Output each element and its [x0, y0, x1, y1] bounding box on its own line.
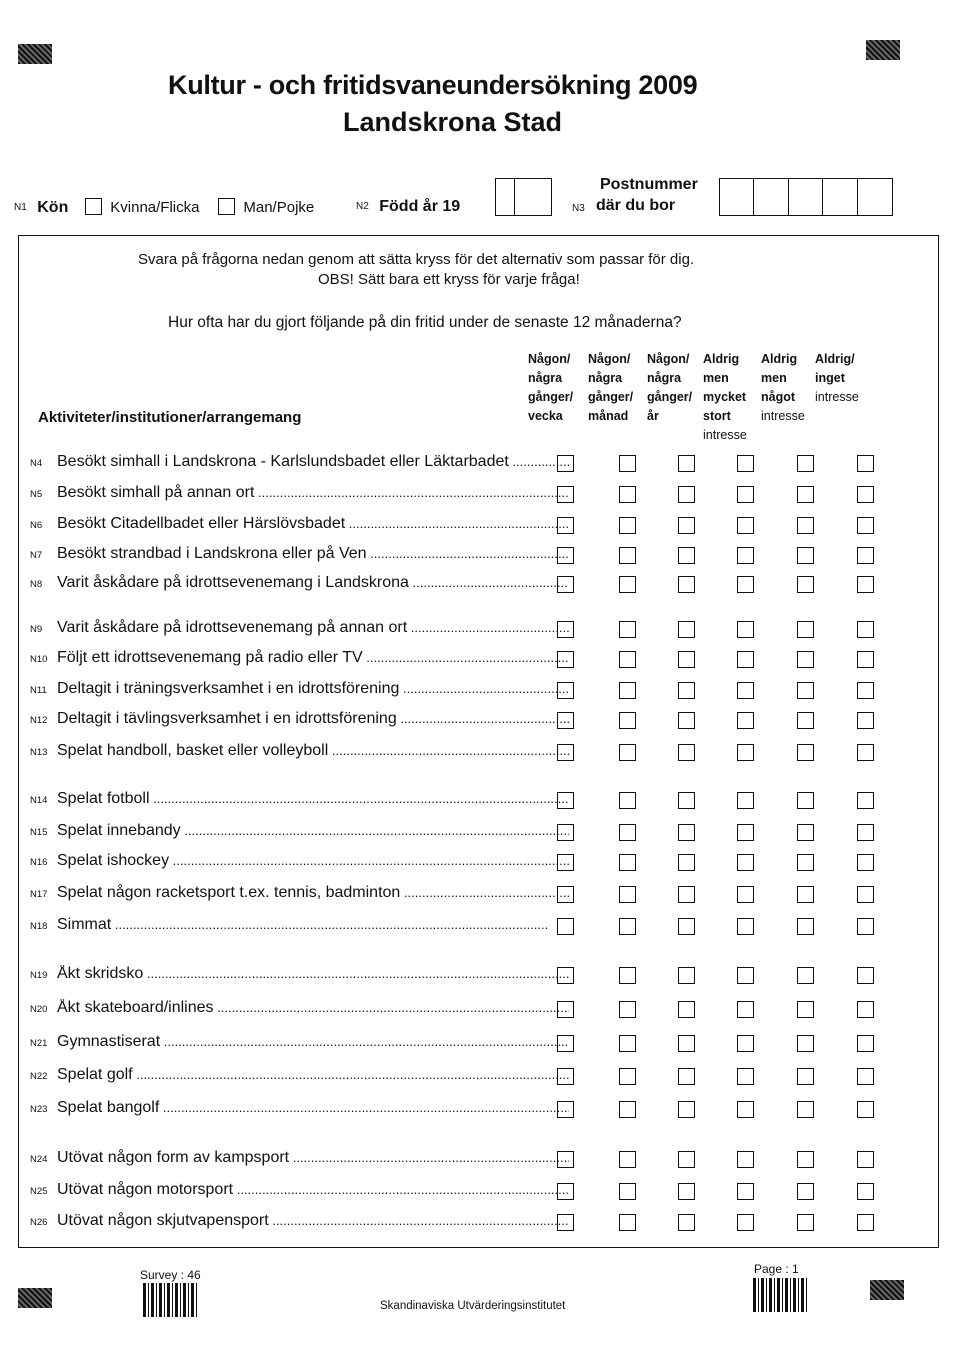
answer-checkbox[interactable] [797, 547, 814, 564]
answer-checkbox[interactable] [857, 712, 874, 729]
table-row [30, 822, 910, 846]
answer-checkbox[interactable] [737, 517, 754, 534]
table-row [30, 1149, 910, 1173]
answer-checkbox[interactable] [619, 1151, 636, 1168]
gender-label: Kön [37, 199, 69, 216]
answer-checkbox[interactable] [678, 744, 695, 761]
answer-checkbox[interactable] [737, 455, 754, 472]
answer-checkbox[interactable] [557, 651, 574, 668]
question-code: N13 [30, 747, 48, 758]
activity-label: Spelat handboll, basket eller volleyboll ..... [57, 742, 569, 760]
activity-label: Åkt skridsko ..... [57, 965, 569, 983]
answer-checkbox[interactable] [797, 1101, 814, 1118]
activity-label: Spelat golf ..... [57, 1066, 569, 1084]
question-code: N1 [14, 202, 27, 214]
answer-checkbox[interactable] [857, 1214, 874, 1231]
question-code: N6 [30, 520, 43, 531]
answer-checkbox[interactable] [797, 824, 814, 841]
digit-box[interactable] [788, 178, 824, 216]
table-row [30, 619, 910, 643]
answer-checkbox[interactable] [619, 682, 636, 699]
column-header-line: intresse [703, 428, 747, 442]
postal-code-code: N3 [572, 203, 585, 214]
gender-question [14, 198, 314, 217]
answer-checkbox[interactable] [619, 576, 636, 593]
answer-checkbox[interactable] [797, 455, 814, 472]
answer-checkbox[interactable] [797, 712, 814, 729]
column-header-line: Någon/ [588, 352, 631, 366]
answer-checkbox[interactable] [678, 1001, 695, 1018]
answer-checkbox[interactable] [797, 744, 814, 761]
table-row [30, 515, 910, 539]
answer-checkbox[interactable] [557, 1068, 574, 1085]
digit-box[interactable] [514, 178, 552, 216]
answer-checkbox[interactable] [737, 1035, 754, 1052]
institute-name: Skandinaviska Utvärderingsinstitutet [380, 1300, 566, 1312]
answer-checkbox[interactable] [857, 455, 874, 472]
answer-checkbox[interactable] [678, 651, 695, 668]
answer-checkbox[interactable] [737, 824, 754, 841]
answer-checkbox[interactable] [619, 621, 636, 638]
answer-checkbox[interactable] [857, 621, 874, 638]
activity-label: Spelat innebandy ..... [57, 822, 569, 840]
answer-checkbox[interactable] [797, 792, 814, 809]
question-code: N7 [30, 550, 43, 561]
answer-checkbox[interactable] [619, 886, 636, 903]
answer-checkbox[interactable] [678, 854, 695, 871]
answer-checkbox[interactable] [857, 886, 874, 903]
answer-checkbox[interactable] [737, 1068, 754, 1085]
answer-checkbox[interactable] [857, 1035, 874, 1052]
postal-code-label-1: Postnummer [600, 176, 698, 193]
question-code: N22 [30, 1071, 48, 1082]
instruction-line-2: OBS! Sätt bara ett kryss för varje fråga! [318, 271, 580, 288]
answer-checkbox[interactable] [797, 967, 814, 984]
answer-checkbox[interactable] [557, 824, 574, 841]
answer-checkbox[interactable] [678, 1035, 695, 1052]
answer-checkbox[interactable] [797, 576, 814, 593]
question-code: N5 [30, 489, 43, 500]
activity-label: Spelat någon racketsport t.ex. tennis, badminton ..... [57, 884, 569, 902]
question-code: N14 [30, 795, 48, 806]
answer-checkbox[interactable] [737, 886, 754, 903]
answer-checkbox[interactable] [619, 1101, 636, 1118]
answer-checkbox[interactable] [857, 1183, 874, 1200]
activity-label: Deltagit i träningsverksamhet i en idrottsförening ..... [57, 680, 569, 698]
table-row [30, 1033, 910, 1057]
activity-label: Följt ett idrottsevenemang på radio eller TV ..... [57, 649, 569, 667]
answer-checkbox[interactable] [557, 886, 574, 903]
answer-checkbox[interactable] [557, 1214, 574, 1231]
answer-checkbox[interactable] [678, 547, 695, 564]
column-header-line: Aldrig [703, 352, 740, 366]
activity-label: Varit åskådare på idrottsevenemang i Landskrona ..... [57, 574, 569, 592]
answer-checkbox[interactable] [619, 455, 636, 472]
answer-checkbox[interactable] [619, 824, 636, 841]
answer-checkbox[interactable] [857, 1151, 874, 1168]
answer-checkbox[interactable] [797, 651, 814, 668]
digit-box[interactable] [753, 178, 789, 216]
registration-mark [18, 44, 52, 64]
answer-checkbox[interactable] [619, 967, 636, 984]
answer-checkbox[interactable] [619, 792, 636, 809]
answer-checkbox[interactable] [557, 576, 574, 593]
column-header-line: intresse [761, 409, 805, 423]
column-header-line: något [761, 390, 796, 404]
answer-checkbox[interactable] [737, 792, 754, 809]
survey-barcode [143, 1283, 198, 1317]
column-header-line: Aldrig/ [815, 352, 855, 366]
question-code: N16 [30, 857, 48, 868]
answer-checkbox[interactable] [678, 486, 695, 503]
question-code: N15 [30, 827, 48, 838]
activity-label: Deltagit i tävlingsverksamhet i en idrottsförening ..... [57, 710, 569, 728]
answer-checkbox[interactable] [557, 455, 574, 472]
table-row [30, 999, 910, 1023]
answer-checkbox[interactable] [557, 1035, 574, 1052]
activity-label: Utövat någon skjutvapensport ..... [57, 1212, 569, 1230]
answer-checkbox[interactable] [619, 1001, 636, 1018]
survey-subtitle: Landskrona Stad [343, 107, 563, 137]
answer-checkbox[interactable] [797, 621, 814, 638]
column-header-line: men [761, 371, 787, 385]
answer-checkbox[interactable] [737, 1214, 754, 1231]
birth-year-field[interactable] [495, 178, 551, 221]
answer-checkbox[interactable] [797, 1151, 814, 1168]
column-header-line: gånger/ [588, 390, 634, 404]
answer-checkbox[interactable] [857, 918, 874, 935]
birth-year-label: Född år 19 [379, 198, 461, 215]
postal-code-label-2: där du bor [596, 197, 676, 214]
table-row [30, 965, 910, 989]
column-header-line: Någon/ [647, 352, 690, 366]
question-code: N9 [30, 624, 43, 635]
answer-checkbox[interactable] [619, 547, 636, 564]
answer-checkbox[interactable] [737, 651, 754, 668]
column-header-line: men [703, 371, 729, 385]
column-header-line: intresse [815, 390, 859, 404]
answer-checkbox[interactable] [557, 1001, 574, 1018]
answer-checkbox[interactable] [857, 967, 874, 984]
question-code: N20 [30, 1004, 48, 1015]
answer-checkbox[interactable] [678, 792, 695, 809]
answer-checkbox[interactable] [557, 918, 574, 935]
instruction-line-1: Svara på frågorna nedan genom att sätta kryss för det alternativ som passar för dig. [138, 251, 695, 268]
answer-checkbox[interactable] [857, 682, 874, 699]
answer-checkbox[interactable] [557, 967, 574, 984]
answer-checkbox[interactable] [619, 1035, 636, 1052]
activity-label: Spelat ishockey ..... [57, 852, 569, 870]
column-header-line: månad [588, 409, 629, 423]
answer-checkbox[interactable] [737, 576, 754, 593]
table-row [30, 1212, 910, 1236]
page-number: Page : 1 [754, 1262, 799, 1276]
column-header-line: några [588, 371, 623, 385]
answer-checkbox[interactable] [557, 1101, 574, 1118]
column-header-line: gånger/ [647, 390, 693, 404]
answer-checkbox[interactable] [737, 854, 754, 871]
answer-checkbox[interactable] [619, 1183, 636, 1200]
answer-checkbox[interactable] [737, 1101, 754, 1118]
answer-checkbox[interactable] [678, 682, 695, 699]
registration-mark [18, 1288, 52, 1308]
answer-checkbox[interactable] [619, 712, 636, 729]
answer-checkbox[interactable] [619, 854, 636, 871]
answer-checkbox[interactable] [678, 455, 695, 472]
answer-checkbox[interactable] [557, 744, 574, 761]
answer-checkbox[interactable] [797, 682, 814, 699]
answer-checkbox[interactable] [797, 1183, 814, 1200]
answer-checkbox[interactable] [857, 651, 874, 668]
answer-checkbox[interactable] [619, 651, 636, 668]
answer-checkbox[interactable] [797, 1214, 814, 1231]
question-code: N26 [30, 1217, 48, 1228]
survey-title: Kultur - och fritidsvaneundersökning 2009 [168, 70, 698, 100]
activity-label: Besökt simhall på annan ort ..... [57, 484, 569, 502]
female-option-label: Kvinna/Flicka [110, 199, 200, 216]
activity-label: Spelat bangolf ..... [57, 1099, 569, 1117]
answer-checkbox[interactable] [857, 744, 874, 761]
answer-checkbox[interactable] [557, 854, 574, 871]
female-checkbox[interactable] [85, 198, 102, 215]
answer-checkbox[interactable] [678, 576, 695, 593]
column-header-line: Någon/ [528, 352, 571, 366]
answer-checkbox[interactable] [737, 712, 754, 729]
answer-checkbox[interactable] [619, 1214, 636, 1231]
answer-checkbox[interactable] [857, 854, 874, 871]
answer-checkbox[interactable] [619, 1068, 636, 1085]
answer-checkbox[interactable] [797, 517, 814, 534]
answer-checkbox[interactable] [737, 486, 754, 503]
answer-checkbox[interactable] [737, 682, 754, 699]
answer-checkbox[interactable] [678, 1068, 695, 1085]
question-code: N12 [30, 715, 48, 726]
question-code: N25 [30, 1186, 48, 1197]
answer-checkbox[interactable] [557, 712, 574, 729]
male-option-label: Man/Pojke [243, 199, 315, 216]
question-code: N11 [30, 685, 47, 696]
answer-checkbox[interactable] [557, 1183, 574, 1200]
answer-checkbox[interactable] [678, 1214, 695, 1231]
table-row [30, 1181, 910, 1205]
activity-label: Åkt skateboard/inlines ..... [57, 999, 569, 1017]
answer-checkbox[interactable] [557, 486, 574, 503]
activity-label: Gymnastiserat ..... [57, 1033, 569, 1051]
answer-checkbox[interactable] [619, 486, 636, 503]
table-row [30, 742, 910, 766]
table-row [30, 545, 910, 569]
activity-column-header: Aktiviteter/institutioner/arrangemang [38, 409, 302, 426]
answer-checkbox[interactable] [557, 792, 574, 809]
column-header-line: stort [703, 409, 731, 423]
birth-year-question [356, 198, 460, 216]
table-row [30, 649, 910, 673]
column-header-line: inget [815, 371, 845, 385]
answer-checkbox[interactable] [737, 547, 754, 564]
answer-checkbox[interactable] [857, 517, 874, 534]
question-code: N8 [30, 579, 43, 590]
answer-checkbox[interactable] [557, 621, 574, 638]
column-header-line: år [647, 409, 659, 423]
answer-checkbox[interactable] [737, 967, 754, 984]
answer-checkbox[interactable] [797, 486, 814, 503]
question-code: N23 [30, 1104, 48, 1115]
table-row [30, 484, 910, 508]
activity-label: Spelat fotboll ..... [57, 790, 569, 808]
answer-checkbox[interactable] [557, 1151, 574, 1168]
registration-mark [866, 40, 900, 60]
answer-checkbox[interactable] [857, 576, 874, 593]
table-row [30, 1099, 910, 1123]
column-header-line: mycket [703, 390, 747, 404]
survey-number: Survey : 46 [140, 1268, 201, 1282]
answer-checkbox[interactable] [557, 547, 574, 564]
answer-checkbox[interactable] [737, 1183, 754, 1200]
answer-checkbox[interactable] [678, 621, 695, 638]
answer-checkbox[interactable] [678, 886, 695, 903]
question-code: N10 [30, 654, 48, 665]
table-row [30, 453, 910, 477]
digit-box[interactable] [495, 178, 516, 216]
answer-checkbox[interactable] [737, 744, 754, 761]
answer-checkbox[interactable] [857, 1001, 874, 1018]
page-barcode [753, 1278, 808, 1312]
column-header-line: vecka [528, 409, 563, 423]
column-header-line: Aldrig [761, 352, 798, 366]
column-header-line: några [528, 371, 563, 385]
activity-label: Besökt strandbad i Landskrona eller på Ven ..... [57, 545, 569, 563]
answer-checkbox[interactable] [857, 1068, 874, 1085]
question-code: N24 [30, 1154, 48, 1165]
question-code: N18 [30, 921, 48, 932]
activity-label: Varit åskådare på idrottsevenemang på annan ort ..... [57, 619, 569, 637]
answer-checkbox[interactable] [619, 744, 636, 761]
answer-checkbox[interactable] [678, 824, 695, 841]
activity-label: Utövat någon form av kampsport ..... [57, 1149, 569, 1167]
table-row [30, 852, 910, 876]
answer-checkbox[interactable] [737, 621, 754, 638]
answer-checkbox[interactable] [678, 1183, 695, 1200]
table-row [30, 790, 910, 814]
question-code: N17 [30, 889, 48, 900]
answer-checkbox[interactable] [619, 517, 636, 534]
answer-checkbox[interactable] [737, 1151, 754, 1168]
activity-label: Simmat ..... [57, 916, 569, 934]
answer-checkbox[interactable] [857, 1101, 874, 1118]
activity-label: Utövat någon motorsport ..... [57, 1181, 569, 1199]
answer-checkbox[interactable] [678, 1151, 695, 1168]
answer-checkbox[interactable] [678, 517, 695, 534]
column-header-line: några [647, 371, 682, 385]
question-code: N2 [356, 201, 369, 213]
answer-checkbox[interactable] [737, 918, 754, 935]
digit-box[interactable] [719, 178, 755, 216]
table-row [30, 1066, 910, 1090]
activity-label: Besökt simhall i Landskrona - Karlslundsbadet eller Läktarbadet ..... [57, 453, 569, 471]
digit-box[interactable] [857, 178, 893, 216]
question-text: Hur ofta har du gjort följande på din fritid under de senaste 12 månaderna? [168, 314, 682, 331]
answer-checkbox[interactable] [797, 854, 814, 871]
answer-checkbox[interactable] [797, 1001, 814, 1018]
answer-checkbox[interactable] [678, 1101, 695, 1118]
answer-checkbox[interactable] [678, 918, 695, 935]
answer-checkbox[interactable] [857, 547, 874, 564]
answer-checkbox[interactable] [678, 967, 695, 984]
table-row [30, 884, 910, 908]
answer-checkbox[interactable] [678, 712, 695, 729]
table-row [30, 710, 910, 734]
answer-checkbox[interactable] [557, 682, 574, 699]
answer-checkbox[interactable] [797, 1068, 814, 1085]
table-row [30, 680, 910, 704]
question-code: N21 [30, 1038, 48, 1049]
male-checkbox[interactable] [218, 198, 235, 215]
answer-checkbox[interactable] [857, 792, 874, 809]
answer-checkbox[interactable] [797, 918, 814, 935]
column-header-line: gånger/ [528, 390, 574, 404]
answer-checkbox[interactable] [797, 886, 814, 903]
answer-checkbox[interactable] [619, 918, 636, 935]
answer-checkbox[interactable] [797, 1035, 814, 1052]
registration-mark [870, 1280, 904, 1300]
answer-checkbox[interactable] [557, 517, 574, 534]
activity-label: Besökt Citadellbadet eller Härslövsbadet ..... [57, 515, 569, 533]
question-code: N4 [30, 458, 43, 469]
postal-code-field[interactable] [719, 178, 891, 221]
answer-checkbox[interactable] [857, 486, 874, 503]
question-code: N19 [30, 970, 48, 981]
answer-checkbox[interactable] [737, 1001, 754, 1018]
answer-checkbox[interactable] [857, 824, 874, 841]
table-row [30, 916, 910, 940]
table-row [30, 574, 910, 598]
digit-box[interactable] [822, 178, 858, 216]
